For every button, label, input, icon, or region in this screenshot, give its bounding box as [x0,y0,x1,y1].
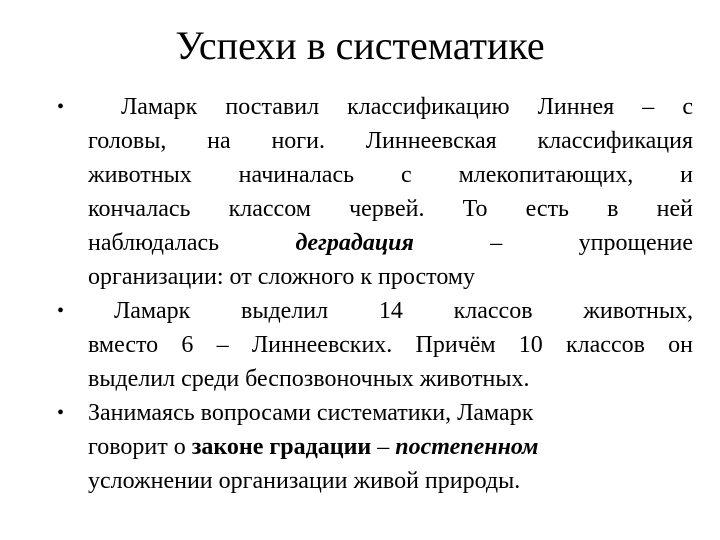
text-line [88,294,693,328]
text-line: организации: от сложного к простому [88,264,476,290]
bullet-item-1 [57,90,693,294]
emphasis-degradation: деградация [295,230,414,256]
bullet-marker: • [57,96,65,118]
bullet-marker: • [57,300,65,322]
text-line: усложнении организации живой природы. [88,468,521,494]
text-line [88,90,693,124]
text-line: выделил среди беспозвоночных животных. [88,366,530,392]
text-line: вместо 6 – Линнеевских. Причём 10 классов он [88,332,693,358]
slide-title: Успехи в систематике [175,23,545,68]
text-fragment: говорит о [88,434,192,460]
text-fragment: – [371,434,396,460]
text-line: животных начиналась с млекопитающих, и [88,162,693,188]
text-line: головы, на ноги. Линнеевская классификация [88,128,693,154]
text-line: Занимаясь вопросами систематики, Ламарк [88,400,534,426]
text-fragment: Ламарк поставил классификацию Линнея – с [121,94,693,120]
emphasis-gradual: постепенном [395,434,539,460]
text-line [88,430,693,464]
emphasis-law-of-gradation: законе градации [191,434,372,460]
text-line [88,226,693,260]
bullet-marker: • [57,402,65,424]
text-fragment: Ламарк выделил 14 классов животных, [114,298,693,324]
bullet-list [57,90,693,498]
bullet-item-2 [57,294,693,396]
text-fragment: – упрощение [490,230,693,256]
text-fragment: наблюдалась [88,230,220,256]
text-line: кончалась классом червей. То есть в ней [88,196,693,222]
bullet-item-3 [57,396,693,498]
